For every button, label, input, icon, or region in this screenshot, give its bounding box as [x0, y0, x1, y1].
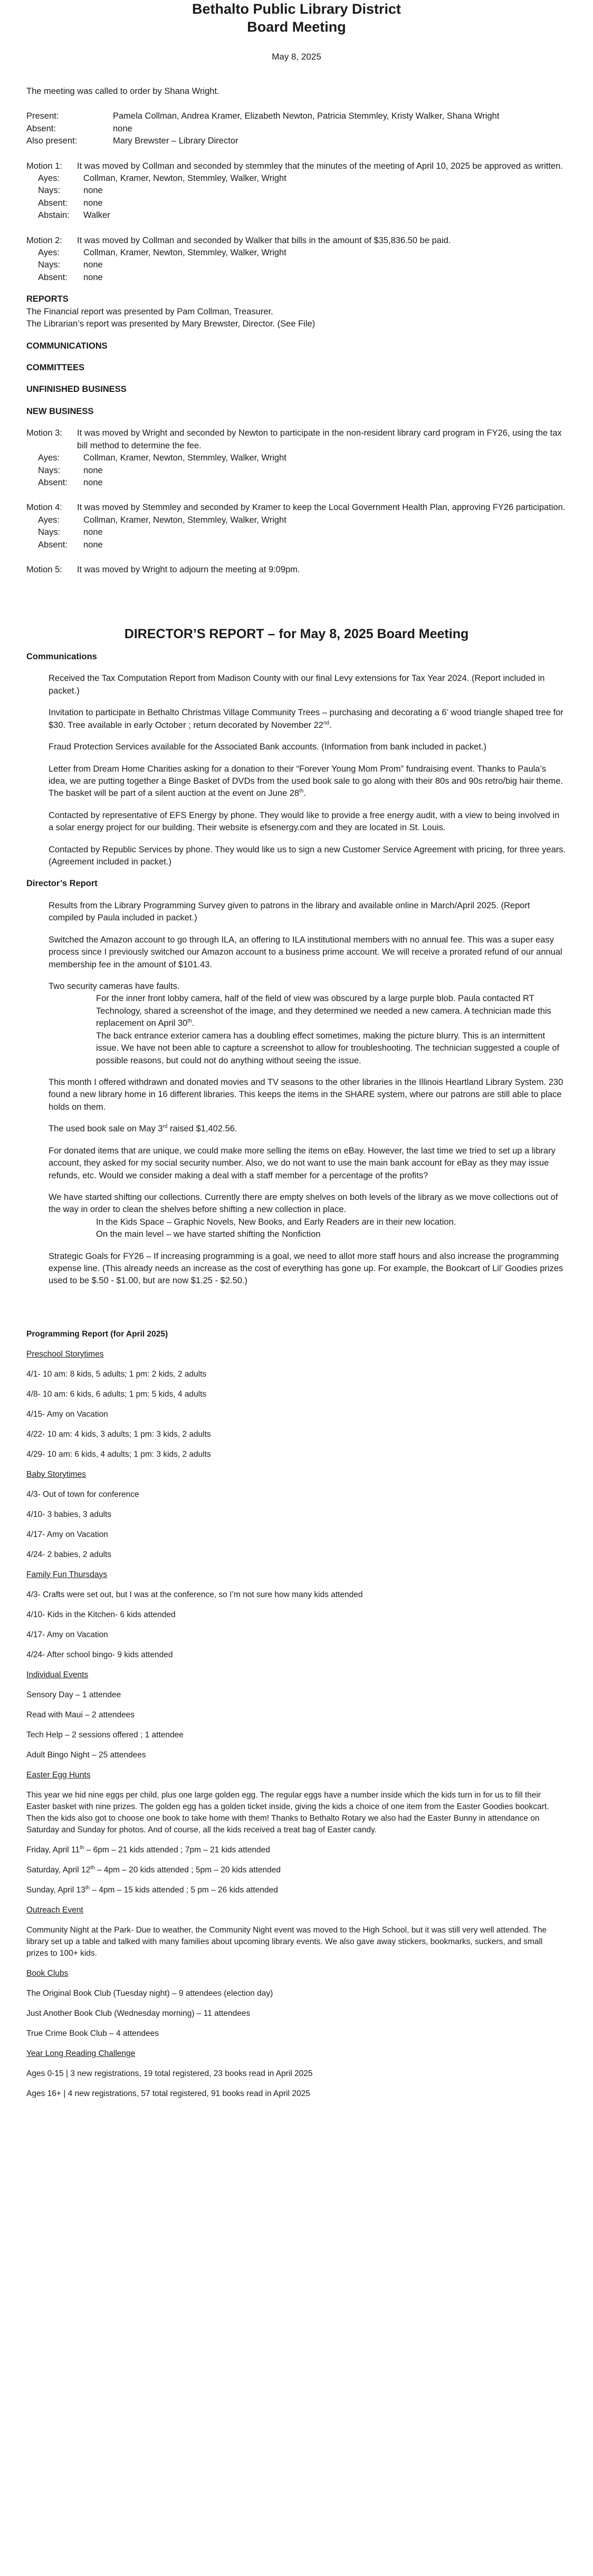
paragraph-text: – 4pm – 15 kids attended ; 5 pm – 26 kids attended: [90, 1885, 278, 1895]
easter-heading: Easter Egg Hunts: [26, 1770, 91, 1780]
vote-ayes: [26, 247, 567, 259]
vote-label: Nays:: [38, 260, 61, 270]
directors-report-subheading: Director’s Report: [26, 879, 98, 889]
ordinal-suffix: rd: [162, 1123, 168, 1130]
ordinal-suffix: th: [80, 1844, 84, 1851]
reports-heading: REPORTS: [26, 294, 69, 304]
list-item: [26, 1885, 567, 1896]
vote-ayes: [26, 452, 567, 464]
motion-label: Motion 4:: [26, 503, 62, 513]
list-item: 4/29- 10 am: 6 kids, 4 adults; 1 pm: 3 kids, 2 adults: [26, 1449, 211, 1459]
rep-ebay: [26, 1145, 567, 1182]
library-name: Bethalto Public Library District: [192, 1, 401, 17]
paragraph-text: We have started shifting our collections. Currently there are empty shelves on both levels of the library as we move collections out of the way in order to clean the shelves before shifting a new collection in place.: [49, 1192, 558, 1215]
paragraph-text: Contacted by Republic Services by phone. They would like us to sign a new Customer Service Agreement with pricing, for three years. (Agreement included in packet.): [49, 844, 566, 867]
list-item: 4/22- 10 am: 4 kids, 3 adults; 1 pm: 3 kids, 2 adults: [26, 1429, 211, 1439]
vote-abstain: [26, 209, 567, 222]
new-business-heading: NEW BUSINESS: [26, 406, 94, 416]
paragraph-text: Strategic Goals for FY26 – If increasing programming is a goal, we need to allot more staff hours and also increase the programming expense line. (This already needs an increase as the cost of everything has gone up. For example, the Bookcart of Lil’ Goodies prizes used to be $.50 - $1.00, but are now $1.25 - $2.50.): [49, 1251, 563, 1286]
motion-4: [26, 502, 567, 551]
rep-movies: [26, 1076, 567, 1113]
vote-value: none: [83, 198, 103, 208]
paragraph-text: Results from the Library Programming Survey given to patrons in the library and available online in March/April 2025. (Report compiled by Paula included in packet.): [49, 900, 530, 923]
vote-nays: [26, 185, 567, 197]
vote-nays: [26, 259, 567, 271]
vote-label: Nays:: [38, 465, 61, 475]
vote-label: Absent:: [38, 540, 68, 550]
list-item: [26, 1844, 567, 1856]
paragraph-text: The used book sale on May 3: [49, 1124, 163, 1134]
paragraph-text: For donated items that are unique, we could make more selling the items on eBay. However, the last time we tried to set up a library account, they asked for my social security number. Also, we do not want to use the main bank account for eBay as they may issue refunds, etc. Would we consider making a deal with a staff member for a percentage of the profits?: [49, 1146, 556, 1180]
list-item: 4/17- Amy on Vacation: [26, 1530, 108, 1539]
motion-3: [26, 427, 567, 489]
paragraph-text: Two security cameras have faults.: [49, 982, 180, 992]
paragraph-text: Contacted by representative of EFS Energy by phone. They would like to provide a free energy audit, with a view to being involved in a solar energy project for our building. Their website is efsenergy.com and they are located in St. Louis.: [49, 810, 560, 833]
attendance: [26, 110, 567, 147]
list-item: 4/10- 3 babies, 3 adults: [26, 1510, 112, 1519]
list-item: 4/3- Crafts were set out, but I was at the conference, so I’m not sure how many kids attended: [26, 1590, 363, 1599]
attendance-absent: [26, 123, 567, 135]
paragraph-text: – 6pm – 21 kids attended ; 7pm – 21 kids attended: [84, 1845, 270, 1854]
list-item: True Crime Book Club – 4 attendees: [26, 2029, 159, 2038]
list-item: 4/3- Out of town for conference: [26, 1489, 139, 1499]
list-item: Adult Bingo Night – 25 attendees: [26, 1750, 146, 1760]
list-item: Ages 0-15 | 3 new registrations, 19 total registered, 23 books read in April 2025: [26, 2069, 313, 2078]
vote-value: none: [83, 186, 103, 196]
attendance-value: none: [113, 123, 132, 133]
attendance-label: Present:: [26, 111, 59, 121]
vote-ayes: [26, 172, 567, 185]
list-item: 4/17- Amy on Vacation: [26, 1630, 108, 1639]
motion-text: It was moved by Stemmley and seconded by Kramer to keep the Local Government Health Plan, approving FY26 participation.: [77, 503, 566, 513]
camera-back-entrance: The back entrance exterior camera has a doubling effect sometimes, making the picture blurry. This is an intermittent issue. We have not been able to capture a screenshot to allow for troubleshooting. The technician suggested a couple of possible reasons, but could not do anything without seeing the issue.: [96, 1031, 560, 1065]
ordinal-suffix: th: [90, 1864, 95, 1871]
vote-label: Ayes:: [38, 248, 60, 258]
vote-value: none: [83, 477, 103, 487]
vote-label: Absent:: [38, 477, 68, 487]
rep-strategic-goals: [26, 1251, 567, 1287]
librarian-report: The Librarian’s report was presented by Mary Brewster, Director. (See File): [26, 319, 315, 329]
list-item: Ages 16+ | 4 new registrations, 57 total registered, 91 books read in April 2025: [26, 2089, 310, 2098]
list-item: 4/15- Amy on Vacation: [26, 1409, 108, 1419]
vote-label: Nays:: [38, 527, 61, 537]
vote-nays: [26, 526, 567, 539]
vote-value: Collman, Kramer, Newton, Stemmley, Walker, Wright: [83, 173, 286, 183]
ordinal-suffix: th: [299, 788, 304, 794]
individual-heading: Individual Events: [26, 1670, 89, 1679]
vote-label: Ayes:: [38, 173, 60, 183]
financial-report: The Financial report was presented by Pam Collman, Treasurer.: [26, 306, 273, 316]
vote-value: none: [83, 540, 103, 550]
list-item: 4/8- 10 am: 6 kids, 6 adults; 1 pm: 5 kids, 4 adults: [26, 1389, 207, 1399]
list-item: Just Another Book Club (Wednesday morning) – 11 attendees: [26, 2008, 251, 2018]
list-item: [26, 1864, 567, 1876]
comm-fraud-protection: [26, 741, 567, 753]
unfinished-business-heading: UNFINISHED BUSINESS: [26, 385, 127, 395]
vote-value: none: [83, 527, 103, 537]
reading-challenge-heading: Year Long Reading Challenge: [26, 2049, 136, 2058]
list-item: 4/24- 2 babies, 2 adults: [26, 1550, 112, 1559]
list-item: Read with Maui – 2 attendees: [26, 1710, 135, 1719]
list-item: 4/1- 10 am: 8 kids, 5 adults; 1 pm: 2 kids, 2 adults: [26, 1369, 207, 1379]
attendance-label: Also present:: [26, 136, 78, 146]
paragraph-text: Invitation to participate in Bethalto Christmas Village Community Trees – purchasing and decorating a 6’ wood triangle shaped tree for $30. Tree available in early October ; return decorated by November 22: [49, 708, 563, 730]
preschool-heading: Preschool Storytimes: [26, 1349, 104, 1359]
motion-text: It was moved by Collman and seconded by Walker that bills in the amount of $35,836.50 be paid.: [77, 235, 451, 245]
vote-absent: [26, 272, 567, 284]
rep-survey: [26, 900, 567, 925]
attendance-also-present: [26, 135, 567, 147]
rep-amazon: [26, 934, 567, 971]
vote-value: none: [83, 465, 103, 475]
paragraph-text: This month I offered withdrawn and donated movies and TV seasons to the other libraries in the Illinois Heartland Library System. 230 found a new library home in 16 different libraries. This keeps the items in the SHARE system, where our patrons are still able to place holds on them.: [49, 1077, 563, 1112]
paragraph-text: – 4pm – 20 kids attended ; 5pm – 20 kids attended: [94, 1865, 281, 1875]
motion-text: It was moved by Collman and seconded by stemmley that the minutes of the meeting of April 10, 2025 be approved as written.: [77, 161, 563, 171]
baby-heading: Baby Storytimes: [26, 1469, 86, 1479]
communications-heading: COMMUNICATIONS: [26, 341, 108, 351]
vote-label: Absent:: [38, 198, 68, 208]
list-item: 4/24- After school bingo- 9 kids attended: [26, 1650, 173, 1659]
vote-value: none: [83, 260, 103, 270]
motion-label: Motion 3:: [26, 428, 62, 438]
ordinal-suffix: th: [187, 1018, 192, 1024]
vote-label: Abstain:: [38, 210, 70, 220]
paragraph-text: Friday, April 11: [26, 1845, 80, 1854]
vote-ayes: [26, 514, 567, 526]
paragraph-text: On the main level – we have started shifting the Nonfiction: [96, 1229, 321, 1239]
paragraph-text: raised $1,402.56.: [167, 1124, 237, 1134]
motion-2: [26, 235, 567, 284]
vote-absent: [26, 477, 567, 489]
list-item: Tech Help – 2 sessions offered ; 1 attendee: [26, 1730, 184, 1739]
meeting-title: Board Meeting: [247, 18, 346, 35]
ordinal-suffix: th: [85, 1885, 90, 1891]
paragraph-text: Switched the Amazon account to go through ILA, an offering to ILA institutional members with no annual fee. This was a super easy process since I previously switched our Amazon account to a business prime account. We will receive a prorated refund of our annual membership fee in the amount of $101.43.: [49, 935, 562, 969]
vote-value: Walker: [83, 210, 110, 220]
vote-value: none: [83, 272, 103, 282]
motion-label: Motion 5:: [26, 565, 62, 575]
paragraph-text: .: [329, 720, 332, 730]
comm-christmas-trees: [26, 707, 567, 732]
vote-absent: [26, 197, 567, 209]
rep-book-sale: [26, 1123, 567, 1135]
motion-text: It was moved by Wright and seconded by Newton to participate in the non-resident library card program in FY26, using the tax bill method to determine the fee.: [77, 428, 562, 450]
list-item: Sensory Day – 1 attendee: [26, 1690, 121, 1699]
paragraph-text: Fraud Protection Services available for the Associated Bank accounts. (Information from bank included in packet.): [49, 742, 487, 752]
family-heading: Family Fun Thursdays: [26, 1570, 108, 1579]
vote-nays: [26, 465, 567, 477]
camera-front-lobby: [49, 993, 567, 1030]
vote-value: Collman, Kramer, Newton, Stemmley, Walker, Wright: [83, 248, 286, 258]
paragraph-text: .: [192, 1018, 195, 1029]
comm-republic-services: [26, 844, 567, 869]
rep-shelving: [26, 1191, 567, 1241]
paragraph-text: Sunday, April 13: [26, 1885, 85, 1895]
ordinal-suffix: nd: [323, 720, 330, 726]
paragraph-text: Received the Tax Computation Report from Madison County with our final Levy extensions for Tax Year 2024. (Report included in packet.): [49, 674, 545, 696]
paragraph-text: In the Kids Space – Graphic Novels, New Books, and Early Readers are in their new location.: [96, 1217, 456, 1227]
attendance-value: Mary Brewster – Library Director: [113, 136, 238, 146]
directors-report-title: DIRECTOR’S REPORT – for May 8, 2025 Board Meeting: [124, 626, 469, 641]
vote-label: Ayes:: [38, 515, 60, 525]
attendance-present: [26, 110, 567, 122]
list-item: The Original Book Club (Tuesday night) – 9 attendees (election day): [26, 1988, 273, 1998]
vote-label: Absent:: [38, 272, 68, 282]
vote-label: Ayes:: [38, 453, 60, 463]
vote-value: Collman, Kramer, Newton, Stemmley, Walker, Wright: [83, 453, 286, 463]
paragraph-text: For the inner front lobby camera, half of the field of view was obscured by a large purple blob. Paula contacted RT Technology, shared a screenshot of the image, and they determined we needed a new camera. A technician made this replacement on April 30: [96, 994, 551, 1029]
outreach-text: Community Night at the Park- Due to weather, the Community Night event was moved to the High School, but it was still very well attended. The library set up a table and talked with many families about upcoming library events. We also gave away stickers, bookmarks, suckers, and small prizes to 100+ kids.: [26, 1925, 547, 1958]
motion-5: [26, 564, 567, 576]
committees-heading: COMMITTEES: [26, 363, 84, 373]
motion-label: Motion 2:: [26, 235, 62, 245]
motion-label: Motion 1:: [26, 161, 62, 171]
list-item: 4/10- Kids in the Kitchen- 6 kids attended: [26, 1610, 176, 1619]
vote-value: Collman, Kramer, Newton, Stemmley, Walker, Wright: [83, 515, 286, 525]
vote-label: Nays:: [38, 186, 61, 196]
meeting-date: May 8, 2025: [272, 51, 321, 62]
motion-1: [26, 160, 567, 222]
book-clubs-heading: Book Clubs: [26, 1968, 69, 1978]
attendance-label: Absent:: [26, 123, 56, 133]
comm-tax-report: [26, 672, 567, 697]
programming-heading: Programming Report (for April 2025): [26, 1329, 168, 1339]
programming-report: [26, 1329, 567, 2100]
attendance-value: Pamela Collman, Andrea Kramer, Elizabeth Newton, Patricia Stemmley, Kristy Walker, Shana Wright: [113, 111, 500, 121]
call-to-order: The meeting was called to order by Shana Wright.: [26, 86, 219, 96]
paragraph-text: Letter from Dream Home Charities asking for a donation to their “Forever Young Mom Prom” fundraising event. Thanks to Paula’s idea, we are putting together a Binge Basket of DVDs from the used book sale to go along with their 80s and 90s retro/big hair theme. The basket will be part of a silent auction at the event on June 28: [49, 764, 563, 799]
comm-dream-home: [26, 763, 567, 800]
paragraph-text: .: [303, 789, 307, 799]
rep-cameras: [26, 981, 567, 1067]
motion-text: It was moved by Wright to adjourn the meeting at 9:09pm.: [77, 565, 300, 575]
paragraph-text: Saturday, April 12: [26, 1865, 91, 1875]
outreach-heading: Outreach Event: [26, 1905, 83, 1915]
communications-subheading: Communications: [26, 652, 97, 661]
comm-efs-energy: [26, 810, 567, 834]
vote-absent: [26, 539, 567, 551]
easter-text: This year we hid nine eggs per child, plus one large golden egg. The regular eggs have a number inside which the kids turn in for us to fill their Easter basket with nine prizes. The golden egg has a golden ticket inside, giving the kids a choice of one item from the Easter Goodies bookcart. Then the kids also got to choose one book to take home with them! Thanks to Bethalto Rotary we also had the Easter Bunny in attendance on Saturday and Sunday for photos. And of course, all the kids received a treat bag of Easter candy.: [26, 1790, 549, 1834]
